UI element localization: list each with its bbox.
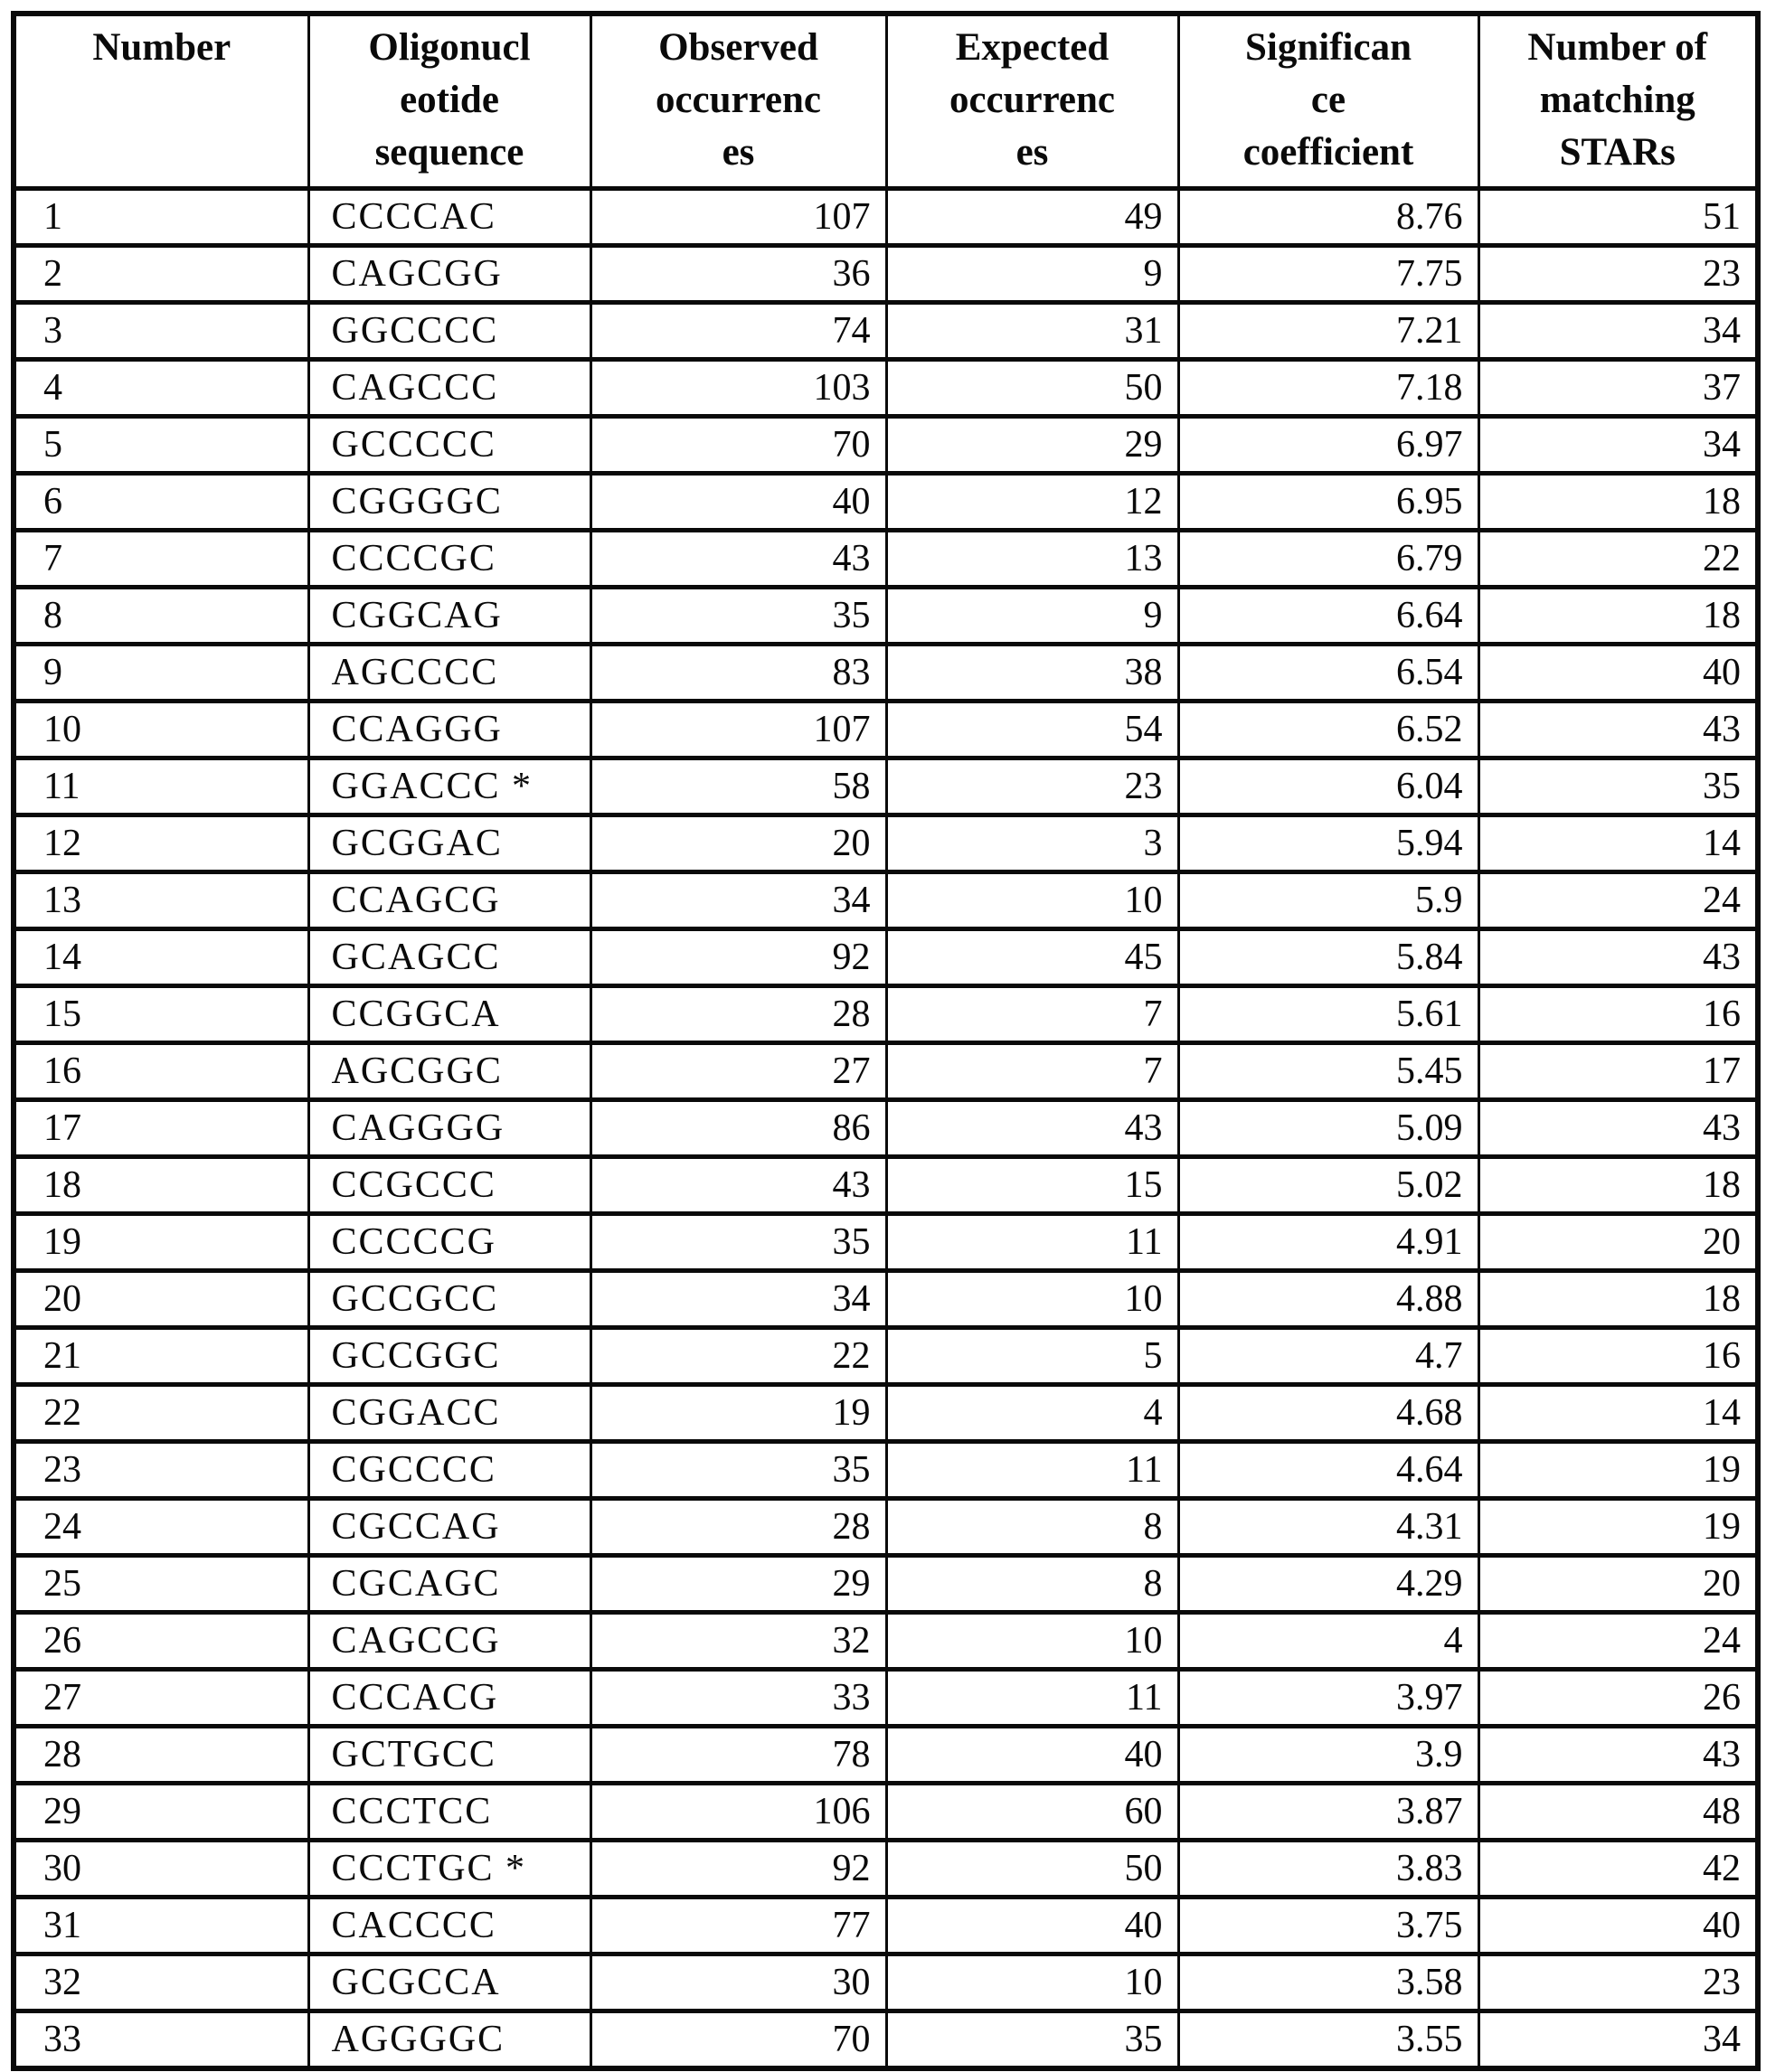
- header-number: Number: [14, 14, 308, 189]
- cell-significance: 4: [1178, 1613, 1478, 1670]
- cell-sequence: AGGGGC: [308, 2011, 590, 2069]
- cell-observed: 103: [590, 360, 886, 417]
- cell-number: 11: [14, 758, 308, 815]
- table-row: [14, 1954, 1758, 2011]
- cell-stars: 20: [1478, 1214, 1758, 1271]
- cell-significance: 6.52: [1178, 702, 1478, 758]
- table-row: [14, 588, 1758, 645]
- cell-number: 6: [14, 474, 308, 531]
- cell-stars: 34: [1478, 303, 1758, 360]
- cell-expected: 9: [886, 588, 1178, 645]
- cell-expected: 40: [886, 1727, 1178, 1784]
- cell-expected: 10: [886, 1954, 1178, 2011]
- cell-observed: 34: [590, 1271, 886, 1328]
- cell-significance: 3.75: [1178, 1898, 1478, 1954]
- cell-number: 8: [14, 588, 308, 645]
- cell-stars: 35: [1478, 758, 1758, 815]
- cell-number: 31: [14, 1898, 308, 1954]
- cell-observed: 106: [590, 1784, 886, 1841]
- cell-significance: 4.88: [1178, 1271, 1478, 1328]
- cell-stars: 18: [1478, 474, 1758, 531]
- cell-observed: 34: [590, 872, 886, 929]
- cell-significance: 5.9: [1178, 872, 1478, 929]
- cell-number: 32: [14, 1954, 308, 2011]
- cell-stars: 43: [1478, 702, 1758, 758]
- cell-observed: 36: [590, 246, 886, 303]
- table-row: [14, 531, 1758, 588]
- cell-observed: 32: [590, 1613, 886, 1670]
- cell-observed: 35: [590, 588, 886, 645]
- table-row: [14, 815, 1758, 872]
- cell-stars: 17: [1478, 1043, 1758, 1100]
- cell-stars: 16: [1478, 1328, 1758, 1385]
- cell-observed: 27: [590, 1043, 886, 1100]
- cell-significance: 7.18: [1178, 360, 1478, 417]
- cell-number: 29: [14, 1784, 308, 1841]
- cell-observed: 28: [590, 986, 886, 1043]
- cell-expected: 13: [886, 531, 1178, 588]
- cell-sequence: CCCCAC: [308, 189, 590, 246]
- header-sequence: Oligonucl eotide sequence: [308, 14, 590, 189]
- cell-number: 28: [14, 1727, 308, 1784]
- cell-stars: 23: [1478, 1954, 1758, 2011]
- cell-sequence: CCCCCG: [308, 1214, 590, 1271]
- cell-expected: 38: [886, 645, 1178, 702]
- table-row: [14, 1043, 1758, 1100]
- cell-number: 14: [14, 929, 308, 986]
- cell-expected: 10: [886, 1613, 1178, 1670]
- table-row: [14, 1100, 1758, 1157]
- table-row: [14, 1898, 1758, 1954]
- cell-observed: 43: [590, 1157, 886, 1214]
- cell-expected: 43: [886, 1100, 1178, 1157]
- cell-sequence: GCTGCC: [308, 1727, 590, 1784]
- cell-number: 15: [14, 986, 308, 1043]
- cell-stars: 40: [1478, 1898, 1758, 1954]
- cell-observed: 40: [590, 474, 886, 531]
- cell-expected: 10: [886, 1271, 1178, 1328]
- cell-sequence: CCAGGG: [308, 702, 590, 758]
- cell-stars: 20: [1478, 1556, 1758, 1613]
- cell-sequence: CGGGGC: [308, 474, 590, 531]
- table-row: [14, 417, 1758, 474]
- cell-sequence: CAGCCC: [308, 360, 590, 417]
- header-significance: Significan ce coefficient: [1178, 14, 1478, 189]
- cell-observed: 19: [590, 1385, 886, 1442]
- cell-sequence: CGCCCC: [308, 1442, 590, 1499]
- table-row: [14, 1556, 1758, 1613]
- cell-number: 17: [14, 1100, 308, 1157]
- cell-significance: 6.95: [1178, 474, 1478, 531]
- cell-stars: 18: [1478, 588, 1758, 645]
- cell-observed: 35: [590, 1442, 886, 1499]
- cell-expected: 9: [886, 246, 1178, 303]
- cell-significance: 5.61: [1178, 986, 1478, 1043]
- table-row: [14, 1271, 1758, 1328]
- table-row: [14, 1442, 1758, 1499]
- cell-significance: 4.64: [1178, 1442, 1478, 1499]
- cell-expected: 12: [886, 474, 1178, 531]
- cell-stars: 22: [1478, 531, 1758, 588]
- cell-sequence: GGACCC *: [308, 758, 590, 815]
- table-row: [14, 1499, 1758, 1556]
- cell-number: 20: [14, 1271, 308, 1328]
- cell-sequence: CGCCAG: [308, 1499, 590, 1556]
- cell-significance: 5.94: [1178, 815, 1478, 872]
- table-row: [14, 189, 1758, 246]
- cell-sequence: CCAGCG: [308, 872, 590, 929]
- cell-number: 16: [14, 1043, 308, 1100]
- table-row: [14, 303, 1758, 360]
- table-row: [14, 645, 1758, 702]
- cell-expected: 11: [886, 1442, 1178, 1499]
- cell-stars: 24: [1478, 872, 1758, 929]
- table-row: [14, 702, 1758, 758]
- cell-observed: 70: [590, 2011, 886, 2069]
- cell-expected: 40: [886, 1898, 1178, 1954]
- cell-significance: 6.97: [1178, 417, 1478, 474]
- cell-significance: 3.87: [1178, 1784, 1478, 1841]
- cell-sequence: GCCGGC: [308, 1328, 590, 1385]
- cell-stars: 19: [1478, 1499, 1758, 1556]
- table-row: [14, 2011, 1758, 2069]
- cell-stars: 37: [1478, 360, 1758, 417]
- cell-number: 18: [14, 1157, 308, 1214]
- cell-sequence: GCAGCC: [308, 929, 590, 986]
- cell-stars: 40: [1478, 645, 1758, 702]
- cell-stars: 43: [1478, 1727, 1758, 1784]
- table-row: [14, 929, 1758, 986]
- cell-sequence: CAGCCG: [308, 1613, 590, 1670]
- table-header: [14, 14, 1758, 189]
- cell-sequence: GCGGAC: [308, 815, 590, 872]
- cell-expected: 11: [886, 1670, 1178, 1727]
- cell-number: 33: [14, 2011, 308, 2069]
- cell-significance: 3.97: [1178, 1670, 1478, 1727]
- cell-number: 25: [14, 1556, 308, 1613]
- cell-observed: 92: [590, 1841, 886, 1898]
- table-row: [14, 1841, 1758, 1898]
- header-row: [14, 14, 1758, 189]
- cell-significance: 3.83: [1178, 1841, 1478, 1898]
- header-expected: Expected occurrenc es: [886, 14, 1178, 189]
- cell-observed: 107: [590, 702, 886, 758]
- header-observed: Observed occurrenc es: [590, 14, 886, 189]
- cell-stars: 18: [1478, 1271, 1758, 1328]
- cell-observed: 30: [590, 1954, 886, 2011]
- table-row: [14, 1328, 1758, 1385]
- cell-sequence: CAGCGG: [308, 246, 590, 303]
- cell-expected: 10: [886, 872, 1178, 929]
- cell-stars: 14: [1478, 815, 1758, 872]
- cell-significance: 5.09: [1178, 1100, 1478, 1157]
- table-row: [14, 360, 1758, 417]
- cell-expected: 45: [886, 929, 1178, 986]
- cell-expected: 60: [886, 1784, 1178, 1841]
- table-row: [14, 1727, 1758, 1784]
- cell-expected: 8: [886, 1499, 1178, 1556]
- cell-significance: 6.54: [1178, 645, 1478, 702]
- cell-significance: 4.31: [1178, 1499, 1478, 1556]
- cell-sequence: GCCCCC: [308, 417, 590, 474]
- cell-sequence: GCCGCC: [308, 1271, 590, 1328]
- cell-number: 23: [14, 1442, 308, 1499]
- cell-observed: 77: [590, 1898, 886, 1954]
- cell-expected: 15: [886, 1157, 1178, 1214]
- cell-stars: 19: [1478, 1442, 1758, 1499]
- cell-expected: 54: [886, 702, 1178, 758]
- cell-significance: 5.45: [1178, 1043, 1478, 1100]
- cell-number: 26: [14, 1613, 308, 1670]
- cell-significance: 7.75: [1178, 246, 1478, 303]
- cell-number: 12: [14, 815, 308, 872]
- cell-significance: 7.21: [1178, 303, 1478, 360]
- cell-sequence: CCCTGC *: [308, 1841, 590, 1898]
- cell-observed: 22: [590, 1328, 886, 1385]
- cell-expected: 49: [886, 189, 1178, 246]
- cell-number: 19: [14, 1214, 308, 1271]
- table-row: [14, 986, 1758, 1043]
- cell-expected: 35: [886, 2011, 1178, 2069]
- cell-number: 13: [14, 872, 308, 929]
- cell-number: 1: [14, 189, 308, 246]
- table-row: [14, 1214, 1758, 1271]
- cell-expected: 3: [886, 815, 1178, 872]
- cell-significance: 8.76: [1178, 189, 1478, 246]
- cell-expected: 4: [886, 1385, 1178, 1442]
- table-row: [14, 872, 1758, 929]
- cell-significance: 4.91: [1178, 1214, 1478, 1271]
- table-row: [14, 246, 1758, 303]
- cell-sequence: AGCGGC: [308, 1043, 590, 1100]
- cell-sequence: CCCCGC: [308, 531, 590, 588]
- cell-observed: 58: [590, 758, 886, 815]
- cell-number: 10: [14, 702, 308, 758]
- cell-sequence: CCGGCA: [308, 986, 590, 1043]
- cell-observed: 28: [590, 1499, 886, 1556]
- table-row: [14, 1613, 1758, 1670]
- cell-number: 24: [14, 1499, 308, 1556]
- cell-observed: 43: [590, 531, 886, 588]
- cell-observed: 33: [590, 1670, 886, 1727]
- cell-sequence: CCCACG: [308, 1670, 590, 1727]
- cell-sequence: CCCTCC: [308, 1784, 590, 1841]
- cell-stars: 34: [1478, 2011, 1758, 2069]
- cell-significance: 3.9: [1178, 1727, 1478, 1784]
- cell-sequence: CACCCC: [308, 1898, 590, 1954]
- table-body: [14, 189, 1758, 2069]
- cell-significance: 4.7: [1178, 1328, 1478, 1385]
- cell-significance: 5.02: [1178, 1157, 1478, 1214]
- header-stars: Number of matching STARs: [1478, 14, 1758, 189]
- cell-number: 27: [14, 1670, 308, 1727]
- cell-stars: 23: [1478, 246, 1758, 303]
- cell-number: 30: [14, 1841, 308, 1898]
- cell-expected: 50: [886, 360, 1178, 417]
- cell-stars: 16: [1478, 986, 1758, 1043]
- oligonucleotide-frequency-table: [11, 11, 1761, 2071]
- cell-sequence: CGGCAG: [308, 588, 590, 645]
- cell-expected: 5: [886, 1328, 1178, 1385]
- cell-stars: 51: [1478, 189, 1758, 246]
- table-row: [14, 1385, 1758, 1442]
- cell-number: 22: [14, 1385, 308, 1442]
- cell-expected: 11: [886, 1214, 1178, 1271]
- cell-number: 9: [14, 645, 308, 702]
- cell-sequence: CGGACC: [308, 1385, 590, 1442]
- cell-observed: 29: [590, 1556, 886, 1613]
- cell-significance: 6.79: [1178, 531, 1478, 588]
- cell-number: 7: [14, 531, 308, 588]
- cell-number: 4: [14, 360, 308, 417]
- cell-stars: 48: [1478, 1784, 1758, 1841]
- table-row: [14, 1157, 1758, 1214]
- cell-expected: 31: [886, 303, 1178, 360]
- cell-observed: 70: [590, 417, 886, 474]
- table-row: [14, 758, 1758, 815]
- cell-significance: 6.64: [1178, 588, 1478, 645]
- cell-stars: 14: [1478, 1385, 1758, 1442]
- cell-number: 21: [14, 1328, 308, 1385]
- cell-stars: 34: [1478, 417, 1758, 474]
- cell-expected: 50: [886, 1841, 1178, 1898]
- cell-observed: 20: [590, 815, 886, 872]
- cell-expected: 29: [886, 417, 1178, 474]
- cell-significance: 3.58: [1178, 1954, 1478, 2011]
- cell-sequence: CGCAGC: [308, 1556, 590, 1613]
- cell-stars: 43: [1478, 1100, 1758, 1157]
- cell-sequence: GCGCCA: [308, 1954, 590, 2011]
- cell-stars: 26: [1478, 1670, 1758, 1727]
- cell-stars: 24: [1478, 1613, 1758, 1670]
- cell-number: 2: [14, 246, 308, 303]
- cell-sequence: GGCCCC: [308, 303, 590, 360]
- cell-number: 5: [14, 417, 308, 474]
- cell-stars: 42: [1478, 1841, 1758, 1898]
- cell-expected: 7: [886, 1043, 1178, 1100]
- cell-sequence: CAGGGG: [308, 1100, 590, 1157]
- cell-significance: 6.04: [1178, 758, 1478, 815]
- cell-observed: 86: [590, 1100, 886, 1157]
- cell-sequence: CCGCCC: [308, 1157, 590, 1214]
- cell-expected: 23: [886, 758, 1178, 815]
- table-row: [14, 1670, 1758, 1727]
- cell-expected: 7: [886, 986, 1178, 1043]
- cell-observed: 78: [590, 1727, 886, 1784]
- cell-stars: 43: [1478, 929, 1758, 986]
- cell-expected: 8: [886, 1556, 1178, 1613]
- cell-observed: 92: [590, 929, 886, 986]
- cell-significance: 4.29: [1178, 1556, 1478, 1613]
- cell-number: 3: [14, 303, 308, 360]
- cell-stars: 18: [1478, 1157, 1758, 1214]
- cell-observed: 83: [590, 645, 886, 702]
- cell-significance: 5.84: [1178, 929, 1478, 986]
- cell-observed: 107: [590, 189, 886, 246]
- table-row: [14, 474, 1758, 531]
- table-row: [14, 1784, 1758, 1841]
- cell-sequence: AGCCCC: [308, 645, 590, 702]
- cell-significance: 4.68: [1178, 1385, 1478, 1442]
- cell-significance: 3.55: [1178, 2011, 1478, 2069]
- cell-observed: 35: [590, 1214, 886, 1271]
- cell-observed: 74: [590, 303, 886, 360]
